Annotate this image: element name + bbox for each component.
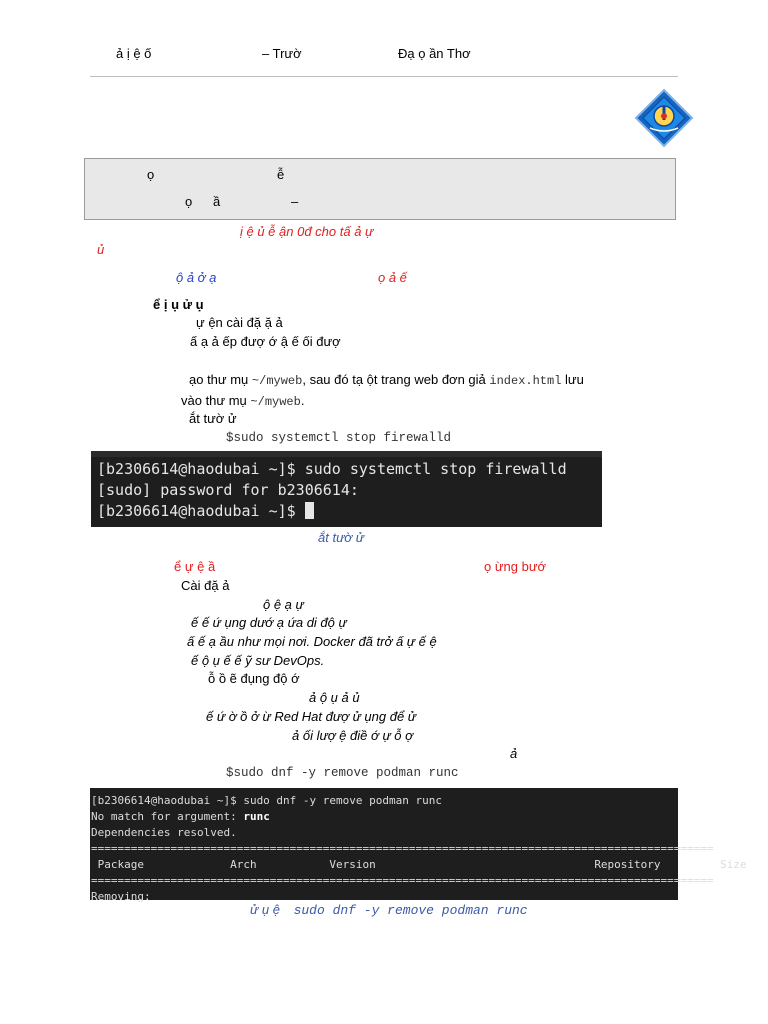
section1-para [189, 372, 584, 388]
terminal2-line-1: [b2306614@haodubai ~]$ sudo dnf -y remove podman runc [91, 794, 442, 807]
title-line2-b: ầ [213, 194, 221, 209]
terminal-tab-strip [91, 451, 602, 457]
header-divider [90, 76, 678, 77]
section2-line-g: ế ứ ờ ồ ở ừ Red Hat đượ ử ụng để ử [206, 709, 417, 724]
firewall-label: ắt tườ ử [189, 411, 237, 426]
terminal-cursor [305, 502, 314, 519]
section2-line-i: ả [510, 746, 518, 761]
path-myweb: ~/myweb [251, 374, 303, 388]
title-line2-c: – [291, 194, 299, 209]
para-text-b: , sau đó tạ ột trang web đơn giả [302, 372, 486, 387]
terminal1-line-2: [sudo] password for b2306614: [97, 481, 359, 499]
section2-line-b: ế ế ứ ụng dướ ạ ứa di độ ự [191, 615, 347, 630]
note-line1: ị ệ ủ ễ ận 0đ cho tấ ả ự [240, 224, 374, 239]
dnf-command: $sudo dnf -y remove podman runc [226, 766, 459, 780]
section2-line-e: ỗ ồ ẽ đụng độ ớ [208, 671, 300, 686]
caption2-text: ử ụ ệ [250, 902, 280, 917]
section2-line-c: ấ ế ạ ầu như mọi nơi. Docker đã trở ấ ự ế ệ [187, 634, 437, 649]
terminal2-runc-bold: runc [243, 810, 270, 823]
caption-1: ắt tườ ử [318, 530, 365, 545]
terminal1-line-3 [97, 501, 602, 522]
title-line1-a: ọ [147, 167, 155, 182]
header-middle: – Trườ [262, 46, 302, 61]
section2-line-f: ả ộ ụ ả ủ [309, 690, 360, 705]
section1-line3: ấ ạ ả ếp đượ ớ ậ ế ối đượ [190, 334, 341, 349]
section2-heading-a: ể ự ệ ầ [174, 559, 216, 574]
file-index-html: index.html [489, 374, 562, 388]
header-left: ả ị ệ ố [116, 46, 152, 61]
firewall-command: $sudo systemctl stop firewalld [226, 431, 452, 445]
para-text-a: ạo thư mụ [189, 372, 249, 387]
header-right: Đạ ọ ần Thơ [398, 46, 471, 61]
terminal-screenshot-1 [91, 451, 602, 527]
terminal2-separator-2: ============================================================================================== [91, 874, 714, 887]
para-text-c: lưu [565, 372, 584, 387]
section2-line-a: ộ ệ ạ ự [263, 597, 304, 612]
terminal2-table-header: Package Arch Version Repository Size [91, 858, 747, 871]
note-line2: ủ [97, 242, 105, 257]
section2-line-d: ế ộ ụ ế ế ỹ sư DevOps. [191, 653, 325, 668]
title-line1-b: ễ [277, 167, 285, 182]
path-myweb-2: ~/myweb [250, 395, 301, 409]
title-box [84, 158, 676, 220]
terminal2-line-2 [91, 809, 678, 825]
terminal2-removing: Removing: [91, 890, 151, 903]
title-line2-a: ọ [185, 194, 193, 209]
terminal1-line-1: [b2306614@haodubai ~]$ sudo systemctl stop firewalld [97, 460, 567, 478]
section1-para2 [181, 393, 304, 409]
caption-2 [250, 902, 528, 918]
link-red: ọ ả ế [378, 270, 407, 285]
link-blue[interactable]: ộ ả ở ạ [176, 270, 217, 285]
terminal-screenshot-2 [90, 788, 747, 903]
caption2-cmd: sudo dnf -y remove podman runc [293, 903, 528, 918]
section2-line1: Cài đặ ả [181, 578, 230, 593]
para2-text-a: vào thư mụ [181, 393, 247, 408]
university-logo-icon [634, 88, 694, 148]
terminal2-nomatch: No match for argument: [91, 810, 244, 823]
section1-line2: ự ện cài đặ ặ ả [196, 315, 283, 330]
terminal2-separator-1: ============================================================================================== [91, 842, 714, 855]
terminal1-prompt: [b2306614@haodubai ~]$ [97, 502, 305, 520]
terminal2-line-3: Dependencies resolved. [91, 826, 237, 839]
section2-heading-b: ọ ừng bướ [484, 559, 547, 574]
section1-heading: ể ị ụ ử ụ [153, 297, 204, 312]
para2-text-b: . [300, 393, 305, 408]
section2-line-h: ả ối lượ ệ điề ớ ự ỗ ợ [292, 728, 413, 743]
